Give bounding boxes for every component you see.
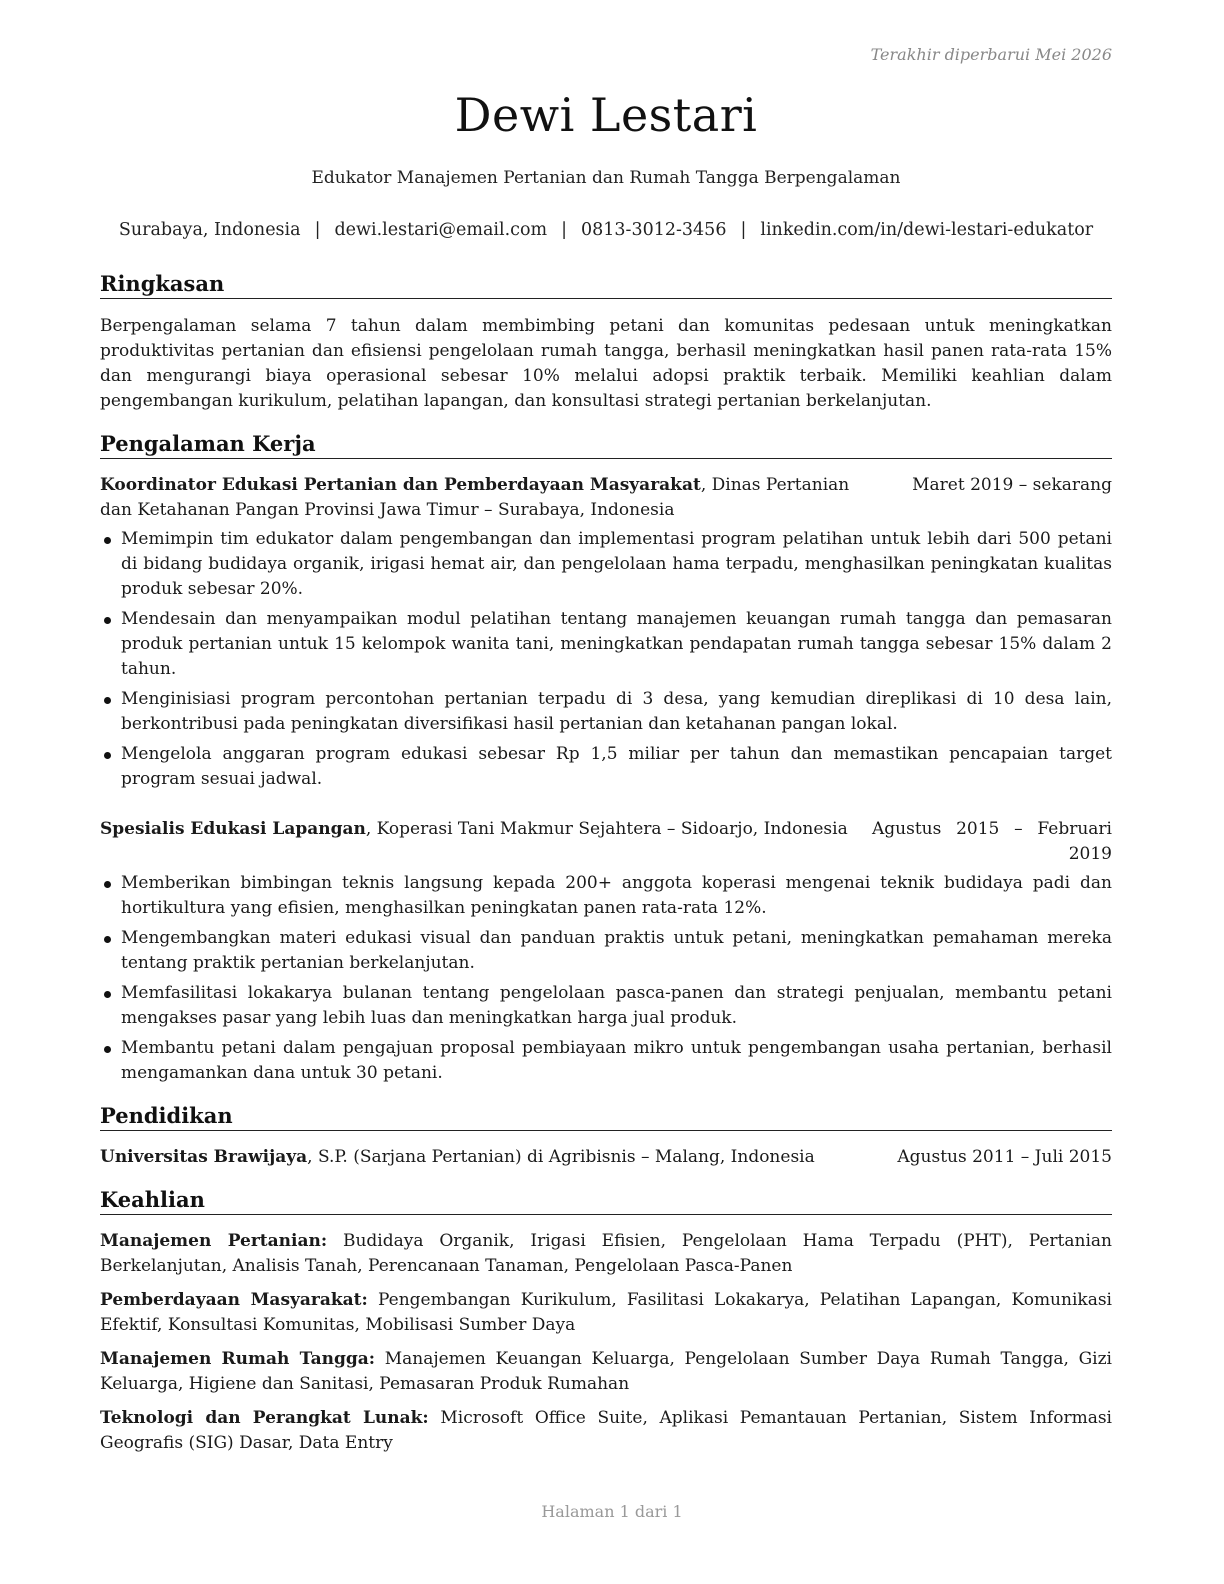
contact-email[interactable]: dewi.lestari@email.com bbox=[334, 220, 548, 240]
job-org: , Dinas Pertanian dan Ketahanan Pangan Provinsi Jawa Timur – Surabaya, Indonesia bbox=[100, 475, 850, 520]
experience-section bbox=[100, 430, 1112, 1091]
section-heading: Ringkasan bbox=[100, 270, 1112, 299]
contact-linkedin[interactable]: linkedin.com/in/dewi-lestari-edukator bbox=[760, 220, 1094, 240]
education-date: Agustus 2011 – Juli 2015 bbox=[897, 1147, 1112, 1167]
job-date: Maret 2019 – sekarang bbox=[912, 475, 1112, 495]
skill-item bbox=[100, 1406, 1112, 1456]
skill-text: Budidaya Organik, Irigasi Efisien, Pengelolaan Hama Terpadu (PHT), Pertanian Berkelanjutan, Analisis Tanah, Perencanaan Tanaman, Pengelolaan Pasca-Panen bbox=[100, 1231, 1112, 1276]
school-name: Universitas Brawijaya bbox=[100, 1147, 308, 1167]
candidate-name: Dewi Lestari bbox=[454, 88, 758, 142]
contact-separator: | bbox=[561, 220, 568, 240]
job-bullets bbox=[100, 871, 1112, 1086]
job-bullet: Menginisiasi program percontohan pertanian terpadu di 3 desa, yang kemudian direplikasi di 10 desa lain, berkontribusi pada peningkatan diversifikasi hasil pertanian dan ketahanan pangan lokal. bbox=[100, 687, 1112, 737]
section-heading: Keahlian bbox=[100, 1186, 1112, 1215]
summary-section bbox=[100, 270, 1112, 414]
page-number: Halaman 1 dari 1 bbox=[541, 1502, 683, 1521]
skill-text: Pengembangan Kurikulum, Fasilitasi Lokakarya, Pelatihan Lapangan, Komunikasi Efektif, Konsultasi Komunitas, Mobilisasi Sumber Daya bbox=[100, 1290, 1112, 1335]
section-heading: Pengalaman Kerja bbox=[100, 430, 1112, 459]
skills-list bbox=[100, 1229, 1112, 1456]
job-title: Spesialis Edukasi Lapangan bbox=[100, 819, 366, 839]
contact-separator: | bbox=[314, 220, 321, 240]
education-line bbox=[100, 1145, 880, 1170]
contact-line bbox=[90, 220, 1122, 240]
contact-separator: | bbox=[740, 220, 747, 240]
education-section bbox=[100, 1102, 1112, 1170]
education-entry bbox=[100, 1145, 1112, 1170]
skill-text: Microsoft Office Suite, Aplikasi Pemantauan Pertanian, Sistem Informasi Geografis (SIG) Dasar, Data Entry bbox=[100, 1408, 1112, 1453]
job-bullet: Membantu petani dalam pengajuan proposal pembiayaan mikro untuk pengembangan usaha pertanian, berhasil mengamankan dana untuk 30 petani. bbox=[100, 1036, 1112, 1086]
skill-item bbox=[100, 1229, 1112, 1279]
job-title-line bbox=[100, 473, 880, 523]
job-bullet: Mendesain dan menyampaikan modul pelatihan tentang manajemen keuangan rumah tangga dan pemasaran produk pertanian untuk 15 kelompok wanita tani, meningkatkan pendapatan rumah tangga sebesar 15% dalam 2 tahun. bbox=[100, 607, 1112, 682]
skill-label: Manajemen Pertanian: bbox=[100, 1231, 328, 1251]
job-title: Koordinator Edukasi Pertanian dan Pemberdayaan Masyarakat bbox=[100, 475, 701, 495]
job-bullet: Mengelola anggaran program edukasi sebesar Rp 1,5 miliar per tahun dan memastikan pencapaian target program sesuai jadwal. bbox=[100, 742, 1112, 792]
skill-label: Pemberdayaan Masyarakat: bbox=[100, 1290, 368, 1310]
last-updated: Terakhir diperbarui Mei 2026 bbox=[870, 45, 1112, 64]
job-header bbox=[100, 817, 1112, 864]
contact-location: Surabaya, Indonesia bbox=[118, 220, 301, 240]
skill-label: Manajemen Rumah Tangga: bbox=[100, 1349, 376, 1369]
skill-label: Teknologi dan Perangkat Lunak: bbox=[100, 1408, 429, 1428]
job-entry bbox=[100, 817, 1112, 1086]
job-header bbox=[100, 473, 1112, 523]
skill-item bbox=[100, 1347, 1112, 1397]
section-heading: Pendidikan bbox=[100, 1102, 1112, 1131]
job-bullet: Mengembangkan materi edukasi visual dan panduan praktis untuk petani, meningkatkan pemahaman mereka tentang praktik pertanian berkelanjutan. bbox=[100, 926, 1112, 976]
degree: , S.P. (Sarjana Pertanian) di Agribisnis – Malang, Indonesia bbox=[307, 1147, 815, 1167]
tagline: Edukator Manajemen Pertanian dan Rumah Tangga Berpengalaman bbox=[311, 168, 901, 188]
skills-section bbox=[100, 1186, 1112, 1465]
skill-text: Manajemen Keuangan Keluarga, Pengelolaan Sumber Daya Rumah Tangga, Gizi Keluarga, Higiene dan Sanitasi, Pemasaran Produk Rumahan bbox=[100, 1349, 1112, 1394]
job-title-line bbox=[100, 817, 880, 842]
summary-text: Berpengalaman selama 7 tahun dalam membimbing petani dan komunitas pedesaan untuk meningkatkan produktivitas pertanian dan efisiensi pengelolaan rumah tangga, berhasil meningkatkan hasil panen rata-rata 15% dan mengurangi biaya operasional sebesar 10% melalui adopsi praktik terbaik. Memiliki keahlian dalam pengembangan kurikulum, pelatihan lapangan, dan konsultasi strategi pertanian berkelanjutan. bbox=[100, 316, 1112, 411]
job-bullet: Memfasilitasi lokakarya bulanan tentang pengelolaan pasca-panen dan strategi penjualan, membantu petani mengakses pasar yang lebih luas dan meningkatkan harga jual produk. bbox=[100, 981, 1112, 1031]
job-bullets bbox=[100, 527, 1112, 792]
job-bullet: Memberikan bimbingan teknis langsung kepada 200+ anggota koperasi mengenai teknik budidaya padi dan hortikultura yang efisien, menghasilkan peningkatan panen rata-rata 12%. bbox=[100, 871, 1112, 921]
skill-item bbox=[100, 1288, 1112, 1338]
contact-phone: 0813-3012-3456 bbox=[581, 220, 727, 240]
job-bullet: Memimpin tim edukator dalam pengembangan dan implementasi program pelatihan untuk lebih dari 500 petani di bidang budidaya organik, irigasi hemat air, dan pengelolaan hama terpadu, menghasilkan peningkatan kualitas produk sebesar 20%. bbox=[100, 527, 1112, 602]
job-entry bbox=[100, 473, 1112, 792]
job-date: Agustus 2015 – Februari 2019 bbox=[872, 819, 1112, 864]
job-org: , Koperasi Tani Makmur Sejahtera – Sidoarjo, Indonesia bbox=[365, 819, 848, 839]
